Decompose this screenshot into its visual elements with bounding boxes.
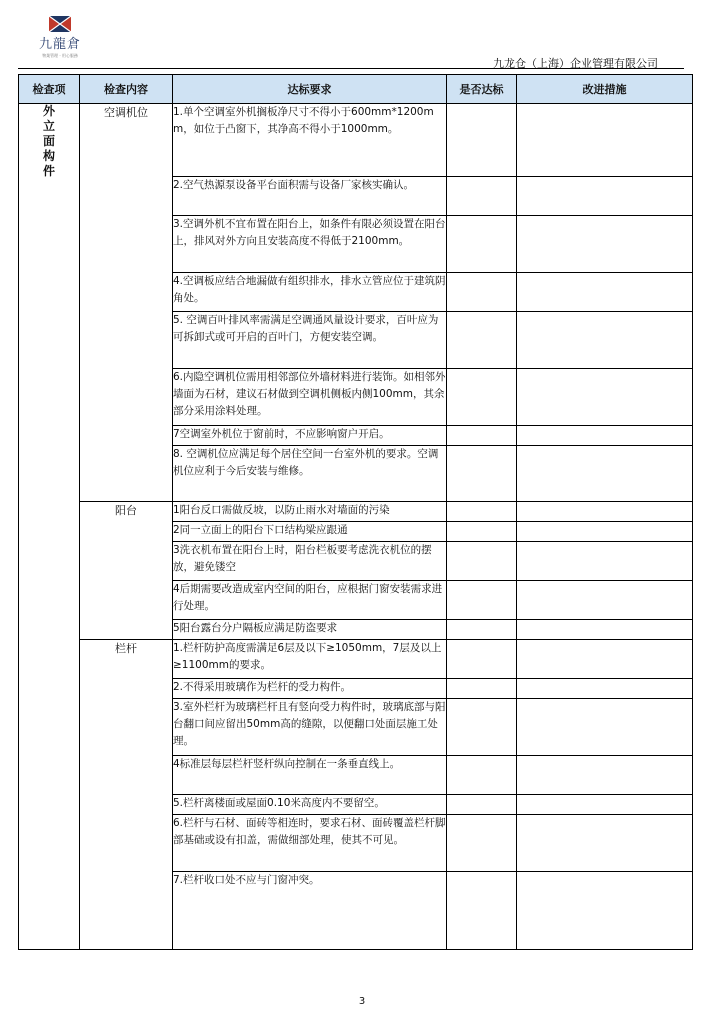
requirement-cell: 3.空调外机不宜布置在阳台上，如条件有限必须设置在阳台上，排风对外方向且安装高度不得低于2100mm。 bbox=[173, 216, 447, 273]
improvement-cell[interactable] bbox=[517, 699, 693, 756]
compliance-cell[interactable] bbox=[447, 872, 517, 950]
improvement-cell[interactable] bbox=[517, 312, 693, 369]
table-row bbox=[19, 640, 693, 679]
column-header-check-item: 检查项 bbox=[19, 75, 80, 104]
requirement-cell: 8. 空调机位应满足每个居住空间一台室外机的要求。空调机位应利于今后安装与维修。 bbox=[173, 446, 447, 502]
company-logo bbox=[30, 16, 90, 59]
compliance-cell[interactable] bbox=[447, 426, 517, 446]
improvement-cell[interactable] bbox=[517, 502, 693, 522]
company-name: 九龙仓（上海）企业管理有限公司 bbox=[493, 57, 658, 70]
improvement-cell[interactable] bbox=[517, 369, 693, 426]
requirement-cell: 1阳台反口需做反坡，以防止雨水对墙面的污染 bbox=[173, 502, 447, 522]
requirement-cell: 5阳台露台分户隔板应满足防盗要求 bbox=[173, 620, 447, 640]
compliance-cell[interactable] bbox=[447, 369, 517, 426]
requirement-cell: 2.空气热源泵设备平台面积需与设备厂家核实确认。 bbox=[173, 177, 447, 216]
category-label: 外立面构件 bbox=[43, 104, 56, 178]
column-header-check-content: 检查内容 bbox=[80, 75, 173, 104]
page-number: 3 bbox=[358, 996, 366, 1007]
column-header-improvement: 改进措施 bbox=[517, 75, 693, 104]
improvement-cell[interactable] bbox=[517, 620, 693, 640]
column-header-requirement: 达标要求 bbox=[173, 75, 447, 104]
compliance-cell[interactable] bbox=[447, 795, 517, 815]
improvement-cell[interactable] bbox=[517, 581, 693, 620]
requirement-cell: 5. 空调百叶排风率需满足空调通风量设计要求，百叶应为可拆卸式或可开启的百叶门，方便安装空调。 bbox=[173, 312, 447, 369]
table-row bbox=[19, 502, 693, 522]
requirement-cell: 6.内隐空调机位需用相邻部位外墙材料进行装饰。如相邻外墙面为石材，建议石材做到空调机侧板内侧100mm，其余部分采用涂料处理。 bbox=[173, 369, 447, 426]
compliance-cell[interactable] bbox=[447, 756, 517, 795]
requirement-cell: 6.栏杆与石材、面砖等相连时，要求石材、面砖覆盖栏杆脚部基础或设有扣盖，需做细部处理，使其不可见。 bbox=[173, 815, 447, 872]
compliance-cell[interactable] bbox=[447, 581, 517, 620]
compliance-cell[interactable] bbox=[447, 273, 517, 312]
improvement-cell[interactable] bbox=[517, 640, 693, 679]
subcategory-railing: 栏杆 bbox=[80, 640, 173, 950]
requirement-cell: 3洗衣机布置在阳台上时，阳台栏板要考虑洗衣机位的摆放，避免镂空 bbox=[173, 542, 447, 581]
compliance-cell[interactable] bbox=[447, 699, 517, 756]
improvement-cell[interactable] bbox=[517, 756, 693, 795]
requirement-cell: 7空调室外机位于窗前时，不应影响窗户开启。 bbox=[173, 426, 447, 446]
improvement-cell[interactable] bbox=[517, 795, 693, 815]
requirement-cell: 5.栏杆离楼面或屋面0.10米高度内不要留空。 bbox=[173, 795, 447, 815]
requirement-cell: 7.栏杆收口处不应与门窗冲突。 bbox=[173, 872, 447, 950]
improvement-cell[interactable] bbox=[517, 273, 693, 312]
requirement-cell: 1.单个空调室外机搁板净尺寸不得小于600mm*1200mm，如位于凸窗下，其净高不得小于1000mm。 bbox=[173, 104, 447, 177]
compliance-cell[interactable] bbox=[447, 640, 517, 679]
requirement-cell: 3.室外栏杆为玻璃栏杆且有竖向受力构件时，玻璃底部与阳台翻口间应留出50mm高的缝隙，以便翻口处面层施工处理。 bbox=[173, 699, 447, 756]
improvement-cell[interactable] bbox=[517, 679, 693, 699]
subcategory-balcony: 阳台 bbox=[80, 502, 173, 640]
subcategory-aircon: 空调机位 bbox=[80, 104, 173, 502]
improvement-cell[interactable] bbox=[517, 177, 693, 216]
compliance-cell[interactable] bbox=[447, 446, 517, 502]
compliance-cell[interactable] bbox=[447, 177, 517, 216]
compliance-cell[interactable] bbox=[447, 679, 517, 699]
logo-emblem-icon bbox=[49, 16, 71, 32]
compliance-cell[interactable] bbox=[447, 815, 517, 872]
requirement-cell: 2同一立面上的阳台下口结构梁应跟通 bbox=[173, 522, 447, 542]
improvement-cell[interactable] bbox=[517, 216, 693, 273]
requirement-cell: 4标准层每层栏杆竖杆纵向控制在一条垂直线上。 bbox=[173, 756, 447, 795]
category-cell bbox=[19, 104, 80, 950]
header-divider bbox=[18, 68, 684, 69]
requirement-cell: 1.栏杆防护高度需满足6层及以下≥1050mm，7层及以上≥1100mm的要求。 bbox=[173, 640, 447, 679]
logo-subtext: 物業管理 · 用心服務 bbox=[42, 53, 78, 58]
compliance-cell[interactable] bbox=[447, 522, 517, 542]
compliance-cell[interactable] bbox=[447, 502, 517, 522]
table-header-row bbox=[19, 75, 693, 104]
improvement-cell[interactable] bbox=[517, 446, 693, 502]
improvement-cell[interactable] bbox=[517, 815, 693, 872]
compliance-cell[interactable] bbox=[447, 312, 517, 369]
improvement-cell[interactable] bbox=[517, 426, 693, 446]
inspection-table bbox=[18, 74, 693, 950]
compliance-cell[interactable] bbox=[447, 216, 517, 273]
improvement-cell[interactable] bbox=[517, 522, 693, 542]
improvement-cell[interactable] bbox=[517, 542, 693, 581]
table-row bbox=[19, 104, 693, 177]
requirement-cell: 2.不得采用玻璃作为栏杆的受力构件。 bbox=[173, 679, 447, 699]
improvement-cell[interactable] bbox=[517, 104, 693, 177]
column-header-compliance: 是否达标 bbox=[447, 75, 517, 104]
improvement-cell[interactable] bbox=[517, 872, 693, 950]
logo-text: 九龍倉 bbox=[38, 37, 81, 52]
requirement-cell: 4后期需要改造成室内空间的阳台，应根据门窗安装需求进行处理。 bbox=[173, 581, 447, 620]
compliance-cell[interactable] bbox=[447, 104, 517, 177]
compliance-cell[interactable] bbox=[447, 542, 517, 581]
requirement-cell: 4.空调板应结合地漏做有组织排水，排水立管应位于建筑阴角处。 bbox=[173, 273, 447, 312]
compliance-cell[interactable] bbox=[447, 620, 517, 640]
